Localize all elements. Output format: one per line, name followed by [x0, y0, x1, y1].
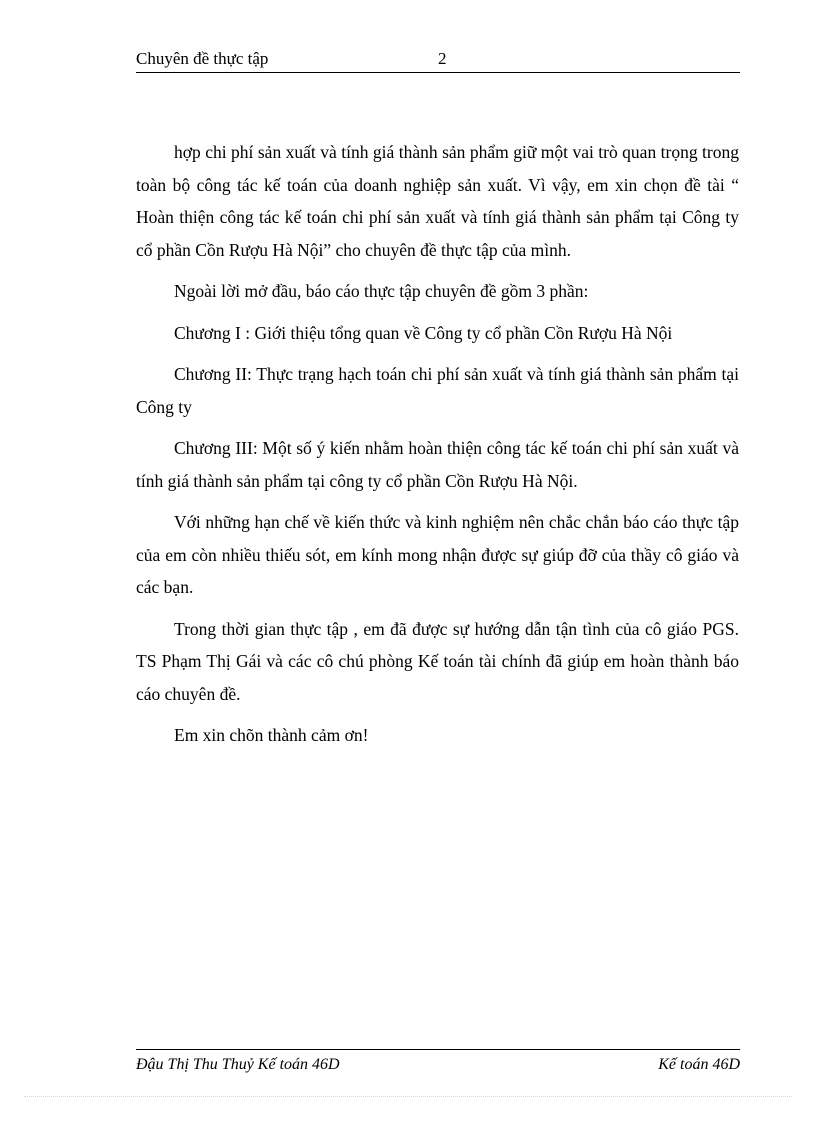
page-header: [136, 48, 740, 73]
paragraph-8: Em xin chõn thành cảm ơn!: [174, 725, 369, 745]
page-footer: [136, 1049, 740, 1078]
paragraph-1: hợp chi phí sản xuất và tính giá thành sản phẩm giữ một vai trò quan trọng trong toàn bộ công tác kế toán của doanh nghiệp sản xuất. Vì vậy, em xin chọn đề tài “ Hoàn thiện công tác kế toán chi phí sản xuất và tính giá thành sản phẩm tại Công ty cổ phần Cồn Rượu Hà Nội” cho chuyên đề thực tập của mình.: [136, 142, 739, 260]
page-number: 2: [438, 49, 447, 68]
page-boundary-divider: [24, 1096, 792, 1097]
paragraph-3: Chương I : Giới thiệu tổng quan về Công ty cổ phần Cồn Rượu Hà Nội: [174, 322, 673, 343]
paragraph-7: Trong thời gian thực tập , em đã được sự hướng dẫn tận tình của cô giáo PGS. TS Phạm Thị Gái và các cô chú phòng Kế toán tài chính đã giúp em hoàn thành báo cáo chuyên đề.: [136, 618, 739, 704]
paragraph-5: Chương III: Một số ý kiến nhằm hoàn thiện công tác kế toán chi phí sản xuất và tính giá thành sản phẩm tại công ty cổ phần Cồn Rượu Hà Nội.: [136, 438, 739, 491]
paragraph-6: Với những hạn chế về kiến thức và kinh nghiệm nên chắc chắn báo cáo thực tập của em còn nhiều thiếu sót, em kính mong nhận được sự giúp đỡ của thầy cô giáo và các bạn.: [136, 512, 739, 597]
paragraph-4: Chương II: Thực trạng hạch toán chi phí sản xuất và tính giá thành sản phẩm tại Công ty: [136, 364, 739, 417]
footer-class: Kế toán 46D: [658, 1056, 740, 1073]
footer-author: Đậu Thị Thu Thuỷ Kế toán 46D: [136, 1056, 340, 1073]
paragraph-2: Ngoài lời mở đầu, báo cáo thực tập chuyên đề gồm 3 phần:: [174, 281, 589, 301]
document-title: Chuyên đề thực tập: [136, 49, 269, 68]
document-body: [136, 136, 739, 761]
